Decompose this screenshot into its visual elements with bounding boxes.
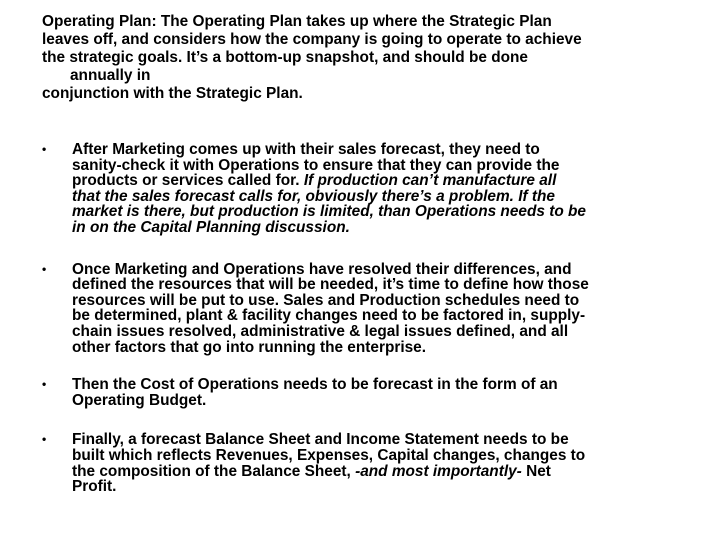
- bullet-line: [72, 262, 722, 278]
- bullet-list: [42, 142, 722, 495]
- text: Once Marketing and Operations have resolved their differences, and: [72, 260, 572, 278]
- bullet-marker: •: [42, 377, 47, 392]
- bullet-item: [42, 262, 722, 356]
- bullet-marker: •: [42, 432, 47, 447]
- text: built which reflects Revenues, Expenses, Capital changes, changes to: [72, 446, 586, 464]
- bullet-line: [72, 173, 722, 189]
- italic-text: that the sales forecast calls for, obviously there’s a problem. If the: [72, 187, 555, 205]
- bullet-line: [72, 142, 722, 158]
- text: sanity-check it with Operations to ensure that they can provide the: [72, 156, 560, 174]
- text: the composition of the Balance Sheet,: [72, 462, 356, 480]
- italic-text: market is there, but production is limited, than Operations needs to be: [72, 203, 586, 221]
- intro-line: leaves off, and considers how the company is going to operate to achieve: [42, 31, 582, 48]
- bullet-line: [72, 448, 722, 464]
- italic-text: in on the Capital Planning discussion.: [72, 218, 350, 236]
- intro-line: annually in: [70, 67, 151, 84]
- bullet-marker: •: [42, 261, 47, 276]
- text: products or services called for.: [72, 172, 304, 190]
- bullet-line: [72, 464, 722, 480]
- intro-paragraph: [42, 13, 722, 103]
- text: Net: [521, 462, 551, 480]
- bullet-line: [72, 189, 722, 205]
- text: Then the Cost of Operations needs to be forecast in the form of an: [72, 376, 558, 394]
- bullet-line: [72, 220, 722, 236]
- text: chain issues resolved, administrative & legal issues defined, and all: [72, 322, 569, 340]
- bullet-line: [72, 393, 722, 409]
- bullet-line: [72, 204, 722, 220]
- bullet-line: [72, 308, 722, 324]
- bullet-item: [42, 432, 722, 494]
- text: resources will be put to use. Sales and Production schedules need to: [72, 291, 580, 309]
- bullet-line: [72, 340, 722, 356]
- bullet-line: [72, 432, 722, 448]
- text: be determined, plant & facility changes need to be factored in, supply-: [72, 307, 586, 325]
- bullet-item: [42, 142, 722, 236]
- intro-line: Operating Plan: The Operating Plan takes up where the Strategic Plan: [42, 13, 552, 30]
- text: After Marketing comes up with their sales forecast, they need to: [72, 141, 540, 158]
- text: Finally, a forecast Balance Sheet and Income Statement needs to be: [72, 431, 569, 449]
- italic-text: -and most importantly-: [355, 462, 522, 480]
- intro-line: the strategic goals. It’s a bottom-up snapshot, and should be done: [42, 49, 528, 66]
- text: Profit.: [72, 478, 117, 496]
- bullet-line: [72, 277, 722, 293]
- text: defined the resources that will be needed, it’s time to define how those: [72, 276, 589, 294]
- intro-line: conjunction with the Strategic Plan.: [42, 85, 303, 102]
- bullet-line: [72, 479, 722, 495]
- bullet-marker: •: [42, 142, 47, 156]
- bullet-line: [72, 158, 722, 174]
- italic-text: If production can’t manufacture all: [303, 172, 557, 190]
- bullet-item: [42, 377, 722, 408]
- bullet-line: [72, 324, 722, 340]
- bullet-line: [72, 377, 722, 393]
- text: Operating Budget.: [72, 391, 207, 409]
- text: other factors that go into running the enterprise.: [72, 338, 426, 356]
- bullet-line: [72, 293, 722, 309]
